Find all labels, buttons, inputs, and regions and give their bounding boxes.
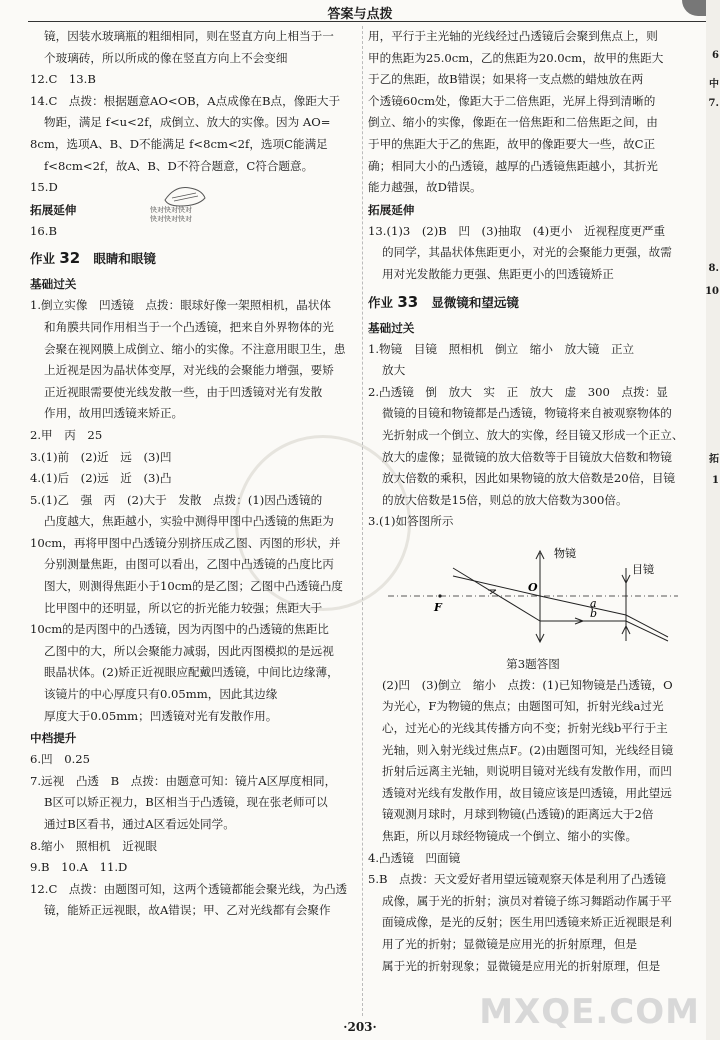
right-column [368,26,698,977]
hw33-prefix: 作业 [368,294,394,310]
focus-point-F [438,594,441,597]
answer-line: 个透镜60cm处，像距大于二倍焦距，光屏上得到清晰的 [368,93,656,108]
left-mid-answers [30,749,358,922]
answer-line: 光折射成一个倒立、放大的实像，经目镜又形成一个正立、 [382,427,684,442]
answer-line: 作用，故用凹透镜来矫正。 [44,406,184,421]
label-F: F [434,600,442,614]
answer-line: 镜，能矫正远视眼，故A错误；甲、乙对光线都有会聚作 [44,903,331,918]
column-divider [362,26,363,1016]
hw32-prefix: 作业 [30,251,56,267]
ray-b [453,568,668,641]
answer-line: 凸度越大，焦距越小，实验中测得甲图中凸透镜的焦距为 [44,514,334,529]
stamp-line-2: 快对快对快对 [150,215,192,223]
label-O: O [528,580,538,594]
answer-line: 上近视是因为晶状体变厚，对光线的会聚能力增强，要矫 [44,363,334,378]
answer-line: 会聚在视网膜上成倒立、缩小的实像。不注意用眼卫生，患 [44,341,346,356]
answer-line: 14.C 点拨：根据题意AO<OB，A点成像在B点，像距大于 [30,93,341,108]
left-extension-answers [30,221,358,243]
answer-line: 10cm，再将甲图中凸透镜分别挤压成乙图、丙图的形状，并 [30,535,341,550]
left-column [30,26,358,922]
answer-line: 放大倍数的乘积，因此如果物镜的放大倍数是20倍，目镜 [382,471,676,486]
right-answers-bottom [368,675,698,977]
answer-line: 心，过光心的光线其传播方向不变；折射光线b平行于主 [382,721,668,736]
answer-line: 5.B 点拨：天文爱好者用望远镜观察天体是利用了凸透镜 [368,872,666,887]
answer-line: f<8cm<2f，故A、B、D不符合题意，C符合题意。 [44,158,314,173]
right-extension-answers [368,221,698,286]
ray-a [453,576,668,637]
edge-mark: 7. [708,98,719,109]
answer-line: 眼晶状体。(2)矫正近视眼应配戴凹透镜，中间比边缘薄， [44,665,339,680]
left-basic-title: 基础过关 [30,277,77,292]
answer-line: 分别测量焦距，由图可以看出，乙图中凸透镜的凸度比丙 [44,557,334,572]
header-title: 答案与点拨 [327,7,393,22]
answer-line: 为光心，F为物镜的焦点；由题图可知，折射光线a过光 [382,699,664,714]
answer-line: 6.凹 0.25 [30,752,91,767]
answer-line: 通过B区看书，通过A区看远处同学。 [44,817,235,831]
answer-line: 于乙的焦距，故B错误；如果将一支点燃的蜡烛放在两 [368,72,644,87]
kuaidui-stamp [150,206,192,224]
answer-line: 属于光的折射现象；显微镜是应用光的折射原理，但是 [382,958,661,973]
answer-line: 5.(1)乙 强 丙 (2)大于 发散 点拨：(1)因凸透镜的 [30,492,323,507]
answer-line: 8cm，选项A、B、D不能满足 f<8cm<2f，选项C能满足 [30,136,328,151]
answer-line: 2.甲 丙 25 [30,427,103,442]
edge-mark: 中 [709,79,719,90]
answer-line: 该镜片的中心厚度只有0.05mm，因此其边缘 [44,687,278,702]
label-a: a [590,596,597,610]
page-number: ·203· [343,1020,377,1034]
next-page-edge [706,0,720,1040]
hw33-number: 33 [397,292,419,311]
hw32-number: 32 [59,249,81,268]
answer-line: 2.凸透镜 倒 放大 实 正 放大 虚 300 点拨：显 [368,384,668,399]
left-mid-title: 中档提升 [30,731,77,746]
edge-mark: 拓 [709,454,719,465]
edge-mark: 10 [705,286,719,297]
answer-line: 面镜成像，是光的反射；医生用凹透镜来矫正近视眼是利 [382,915,672,930]
edge-mark: 6 [712,50,719,61]
left-basic-answers [30,295,358,727]
answer-line: 12.C 点拨：由题图可知，这两个透镜都能会聚光线，为凸透 [30,881,348,896]
edge-mark: 8. [708,263,719,274]
answer-line: 放大 [382,363,406,378]
stamp-line-1: 快对快对快对 [150,206,192,214]
answer-line: 透镜对光线有发散作用，故目镜应该是凹透镜，用此望远 [382,785,672,800]
answer-line: 个玻璃砖，所以所成的像在竖直方向上不会变细 [44,50,288,65]
answer-line: 比甲图中的还明显，所以它的折光能力较强；焦距大于 [44,600,323,615]
answer-line: 于甲的焦距大于乙的焦距，故甲的像距要大一些，故C正 [368,136,656,151]
hw32-name: 眼睛和眼镜 [93,251,156,267]
answer-line: 物距，满足 f<u<2f，成倒立、放大的实像。因为 AO= [44,115,331,130]
header-rule [28,21,714,22]
answer-line: 倒立、缩小的实像，像距在一倍焦距和二倍焦距之间，由 [368,115,658,130]
answer-line: 4.凸透镜 凹面镜 [368,850,461,865]
label-eyepiece: 目镜 [632,562,654,576]
answer-line: 乙图中的大，所以会聚能力减弱，因此丙图模拟的是远视 [44,643,334,658]
answer-line: B区可以矫正视力，B区相当于凸透镜，现在张老师可以 [44,795,328,810]
answer-line: 10cm的是丙图中的凸透镜，因为丙图中的凸透镜的焦距比 [30,622,329,637]
answer-line: 确；相同大小的凸透镜，越厚的凸透镜焦距越小，其折光 [368,158,658,173]
label-b: b [590,606,598,620]
answer-line: 厚度大于0.05mm；凹透镜对光有发散作用。 [44,708,278,723]
telescope-ray-diagram [368,533,698,653]
answer-line: 3.(1)前 (2)近 远 (3)凹 [30,449,172,464]
label-objective: 物镜 [554,546,576,560]
answer-line: 的放大倍数是15倍，则总的放大倍数为300倍。 [382,492,628,507]
answer-line: 1.物镜 目镜 照相机 倒立 缩小 放大镜 正立 [368,341,635,356]
answer-line: 微镜的目镜和物镜都是凸透镜，物镜将来自被观察物体的 [382,406,672,421]
answer-line: (2)凹 (3)倒立 缩小 点拨：(1)已知物镜是凸透镜，O [382,677,673,692]
answer-line: 成像，属于光的折射；演员对着镜子练习舞蹈动作属于平 [382,893,672,908]
answer-line: 光轴，则入射光线过焦点F。(2)由题图可知，光线经目镜 [382,742,674,757]
telescope-diagram [368,533,698,653]
homework-33-title [368,289,698,316]
answer-line: 4.(1)后 (2)远 近 (3)凸 [30,471,172,486]
answer-line: 和角膜共同作用相当于一个凸透镜，把来自外界物体的光 [44,319,334,334]
answer-line: 镜，因装水玻璃瓶的粗细相同，则在竖直方向上相当于一 [44,29,334,43]
answer-line: 12.C 13.B [30,72,96,87]
hw33-name: 显微镜和望远镜 [431,294,519,310]
homework-32-title [30,245,358,272]
answer-line: 8.缩小 照相机 近视眼 [30,838,157,853]
edge-mark: 1 [712,475,719,486]
answer-line: 7.远视 凸透 B 点拨：由题意可知：镜片A区厚度相同， [30,773,337,788]
answer-line: 放大的虚像；显微镜的放大倍数等于目镜放大倍数和物镜 [382,449,672,464]
answer-line: 3.(1)如答图所示 [368,514,454,529]
left-answers-top [30,26,358,199]
answer-line: 折射后远离主光轴，则说明目镜对光线有发散作用，而凹 [382,764,672,779]
answer-line: 甲的焦距为25.0cm，乙的焦距为20.0cm，故甲的焦距大 [368,50,664,65]
site-watermark: MXQE.COM [479,992,700,1032]
answer-line: 用，平行于主光轴的光线经过凸透镜后会聚到焦点上，则 [368,29,658,43]
left-extension-title: 拓展延伸 [30,202,77,217]
answer-line: 用对光发散能力更强、焦距更小的凹透镜矫正 [382,266,614,281]
answer-line: 1.倒立实像 凹透镜 点拨：眼球好像一架照相机，晶状体 [30,298,331,313]
answer-line: 图大，则测得焦距小于10cm的是乙图；乙图中凸透镜凸度 [44,579,343,594]
right-basic-title: 基础过关 [368,320,415,335]
figure-caption: 第3题答图 [506,656,560,671]
answer-line: 16.B [30,223,57,238]
page-header [0,0,720,22]
answer-line: 的同学，其晶状体焦距更小，对光的会聚能力更强，故需 [382,245,672,260]
right-basic-answers [368,339,698,533]
right-extension-title: 拓展延伸 [368,202,415,217]
answer-line: 13.(1)3 (2)B 凹 (3)抽取 (4)更小 近视程度更严重 [368,223,666,238]
answer-line: 能力越强，故D错误。 [368,180,482,195]
answer-line: 9.B 10.A 11.D [30,860,128,875]
answer-line: 镜观测月球时，月球到物镜(凸透镜)的距离远大于2倍 [382,807,654,822]
answer-line: 正近视眼需要使光线发散一些，由于凹透镜对光有发散 [44,384,323,399]
right-answers-top [368,26,698,199]
answer-line: 用了光的折射；显微镜是应用光的折射原理，但是 [382,937,638,951]
answer-line: 焦距，所以月球经物镜成一个倒立、缩小的实像。 [382,829,638,844]
answer-line: 15.D [30,180,58,195]
